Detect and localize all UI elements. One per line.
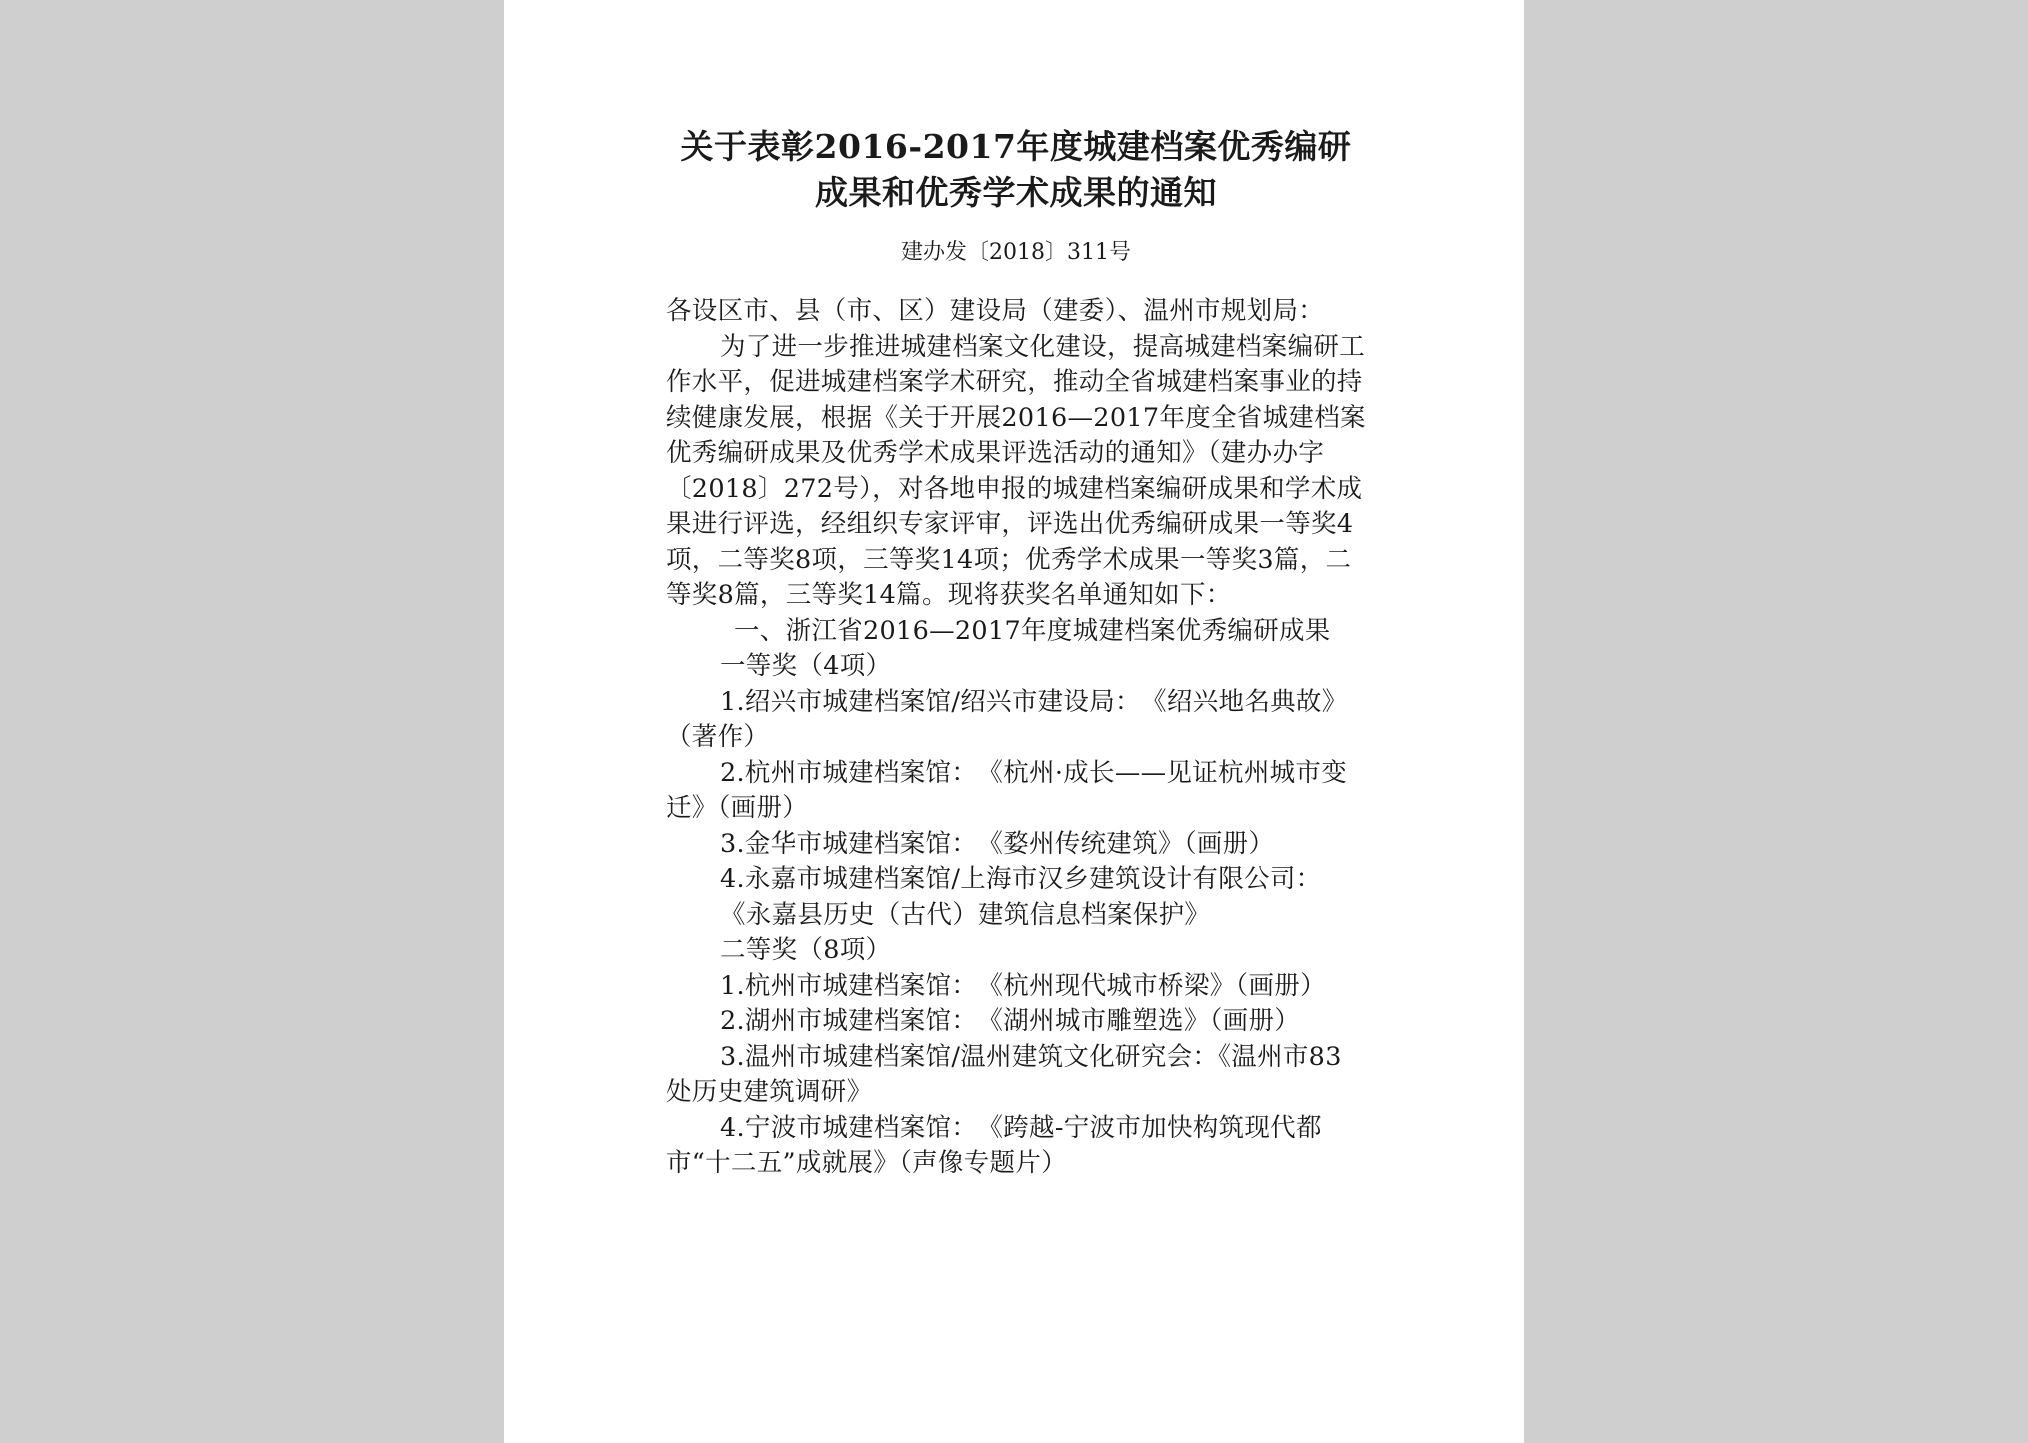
document-number: 建办发〔2018〕311号 [901, 240, 1131, 265]
list-item: 3.温州市城建档案馆/温州建筑文化研究会：《温州市83处历史建筑调研》 [666, 1041, 1342, 1107]
section-heading: 一、浙江省2016—2017年度城建档案优秀编研成果 [734, 615, 1331, 646]
salutation: 各设区市、县（市、区）建设局（建委）、温州市规划局： [666, 296, 1325, 326]
document-body [666, 294, 1366, 1182]
document-content [666, 124, 1366, 1182]
list-item: 2.杭州市城建档案馆： 《杭州·成长——见证杭州城市变迁》（画册） [666, 757, 1348, 823]
list-item: 4.永嘉市城建档案馆/上海市汉乡建筑设计有限公司： [720, 864, 1322, 894]
list-item: 3.金华市城建档案馆： 《婺州传统建筑》（画册） [720, 828, 1275, 859]
award-level-second: 二等奖（8项） [720, 935, 892, 965]
list-item: 2.湖州市城建档案馆： 《湖州城市雕塑选》（画册） [720, 1006, 1301, 1036]
award-level-first: 一等奖（4项） [720, 651, 892, 681]
list-item-continuation: 《永嘉县历史（古代）建筑信息档案保护》 [720, 899, 1211, 930]
list-item: 1.绍兴市城建档案馆/绍兴市建设局： 《绍兴地名典故》（著作） [666, 686, 1348, 752]
title-line-2: 成果和优秀学术成果的通知 [815, 173, 1217, 212]
title-line-1: 关于表彰2016-2017年度城建档案优秀编研 [680, 127, 1352, 166]
intro-paragraph: 为了进一步推进城建档案文化建设，提高城建档案编研工作水平，促进城建档案学术研究，推动全省城建档案事业的持续健康发展，根据《关于开展2016—2017年度全省城建档案优秀编研成果及优秀学术成果评选活动的通知》（建办办字〔2018〕272号），对各地申报的城建档案编研成果和学术成果进行评选，经组织专家评审，评选出优秀编研成果一等奖4项，二等奖8项，三等奖14项；优秀学术成果一等奖3篇，二等奖8篇，三等奖14篇。现将获奖名单通知如下： [666, 331, 1366, 610]
list-item: 1.杭州市城建档案馆： 《杭州现代城市桥梁》（画册） [720, 970, 1326, 1001]
list-item: 4.宁波市城建档案馆： 《跨越-宁波市加快构筑现代都市“十二五”成就展》（声像专题片） [666, 1112, 1322, 1178]
document-title [666, 124, 1366, 216]
document-page [504, 0, 1524, 1443]
